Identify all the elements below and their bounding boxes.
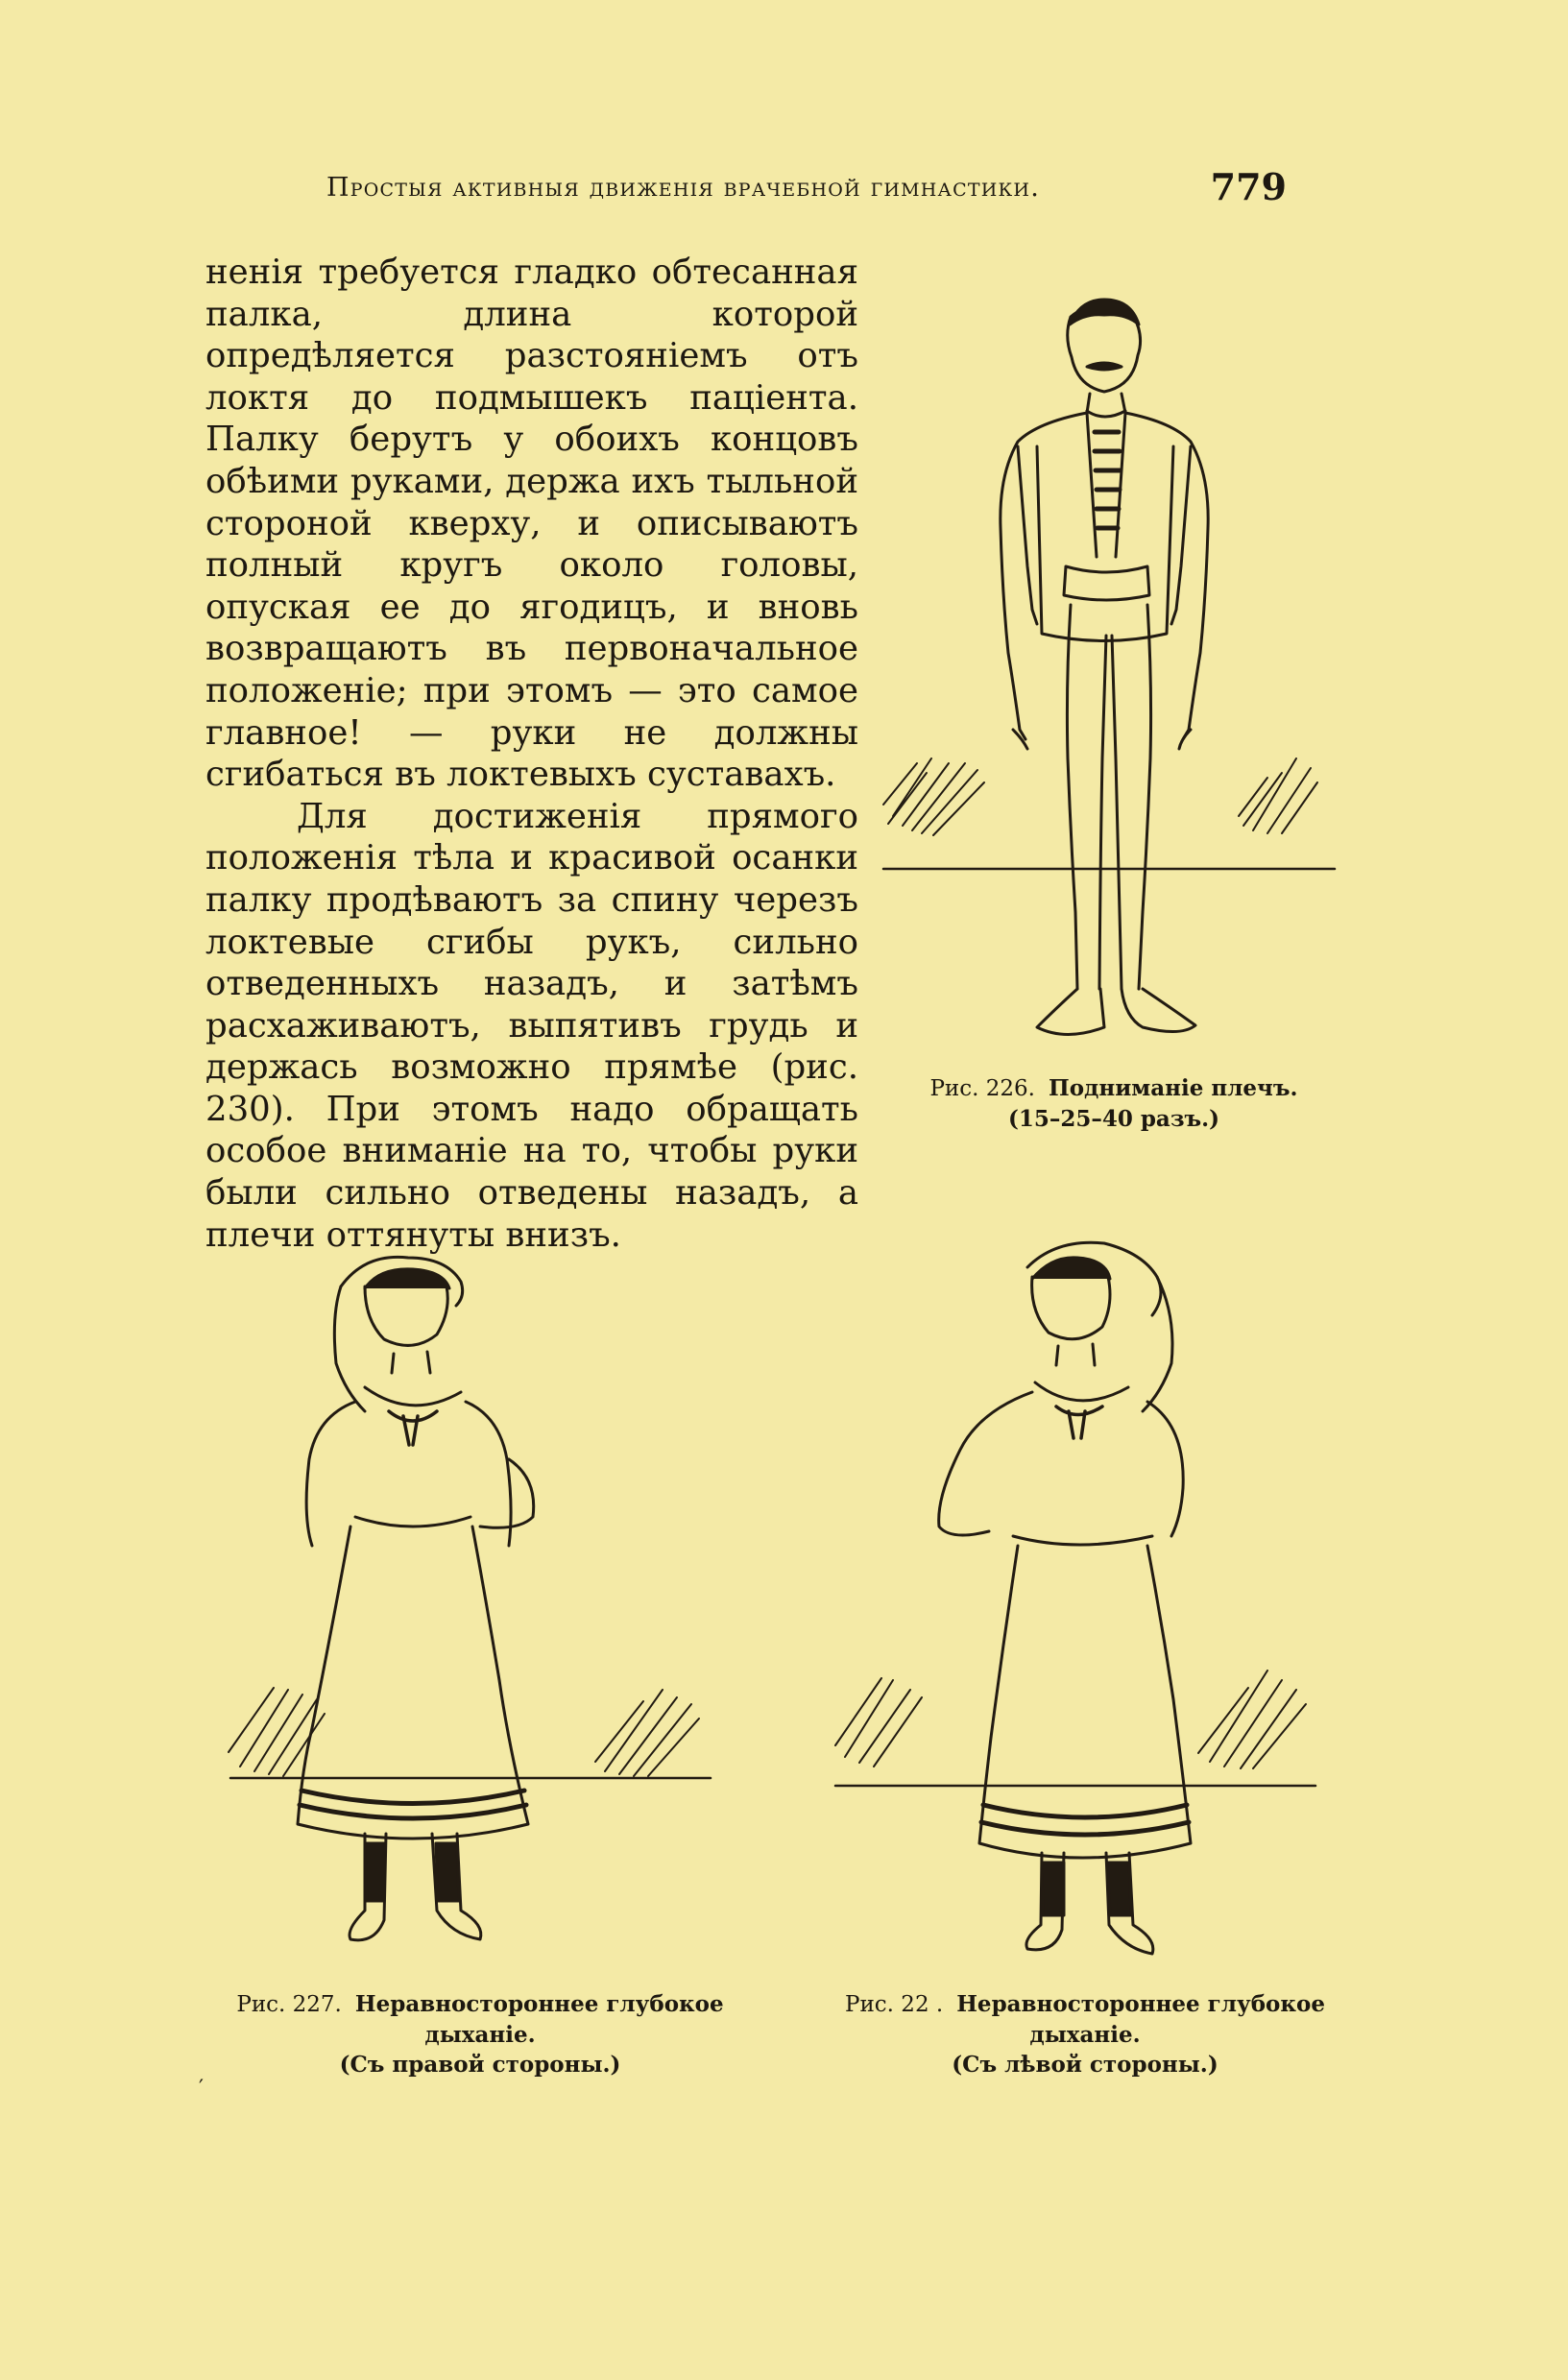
figure-226-number: Рис. 226. bbox=[929, 1076, 1035, 1101]
body-text bbox=[205, 252, 858, 1256]
page-number: 779 bbox=[1210, 165, 1287, 208]
figure-228-illustration bbox=[826, 1219, 1325, 1973]
caption-figure-228 bbox=[807, 1989, 1363, 2079]
paragraph-2: Для достиженія прямого положенія тѣла и красивой осанки палку продѣваютъ за спину черезъ локтевые сгибы рукъ, сильно отведенныхъ назадъ, и затѣмъ расхаживаютъ, выпятивъ грудь и держась возможно прямѣе (рис. 230). При этомъ надо обращать особое вниманіе на то, чтобы руки были сильно отведены назадъ, а плечи оттянуты внизъ. bbox=[205, 796, 858, 1255]
paragraph-1: ненія требуется гладко обтесанная палка, длина которой опредѣляется разстояніемъ отъ локтя до подмышекъ паціента. Палку берутъ у обоихъ концовъ обѣими руками, держа ихъ тыльной стороной кверху, и описываютъ полный кругъ около головы, опуская ее до ягодицъ, и вновь возвращаютъ въ первоначальное положеніе; при этомъ — это самое главное! — руки не должны сгибаться въ локтевыхъ суставахъ. bbox=[205, 252, 858, 795]
figure-227-illustration bbox=[221, 1229, 720, 1973]
figure-226-subtitle: (15–25–40 разъ.) bbox=[1007, 1106, 1220, 1132]
ground-hatching bbox=[883, 758, 1335, 869]
figure-228-title-cont: дыханіе. bbox=[1029, 2022, 1141, 2048]
woman-figure bbox=[298, 1257, 534, 1939]
figure-226-illustration bbox=[874, 278, 1344, 1075]
running-title: Простыя активныя движенія врачебной гимнастики. bbox=[326, 173, 1040, 203]
figure-228-title: Неравностороннее глубокое bbox=[956, 1991, 1325, 2017]
figure-228-number: Рис. 22 . bbox=[845, 1992, 944, 2017]
figure-228-subtitle: (Съ лѣвой стороны.) bbox=[952, 2052, 1218, 2078]
figure-227-subtitle: (Съ правой стороны.) bbox=[339, 2052, 621, 2078]
figure-227-number: Рис. 227. bbox=[236, 1992, 342, 2017]
stray-mark: ′ bbox=[199, 2077, 204, 2101]
ground-hatching bbox=[835, 1671, 1315, 1786]
figure-226-title: Подниманіе плечъ. bbox=[1048, 1075, 1298, 1101]
caption-figure-226 bbox=[893, 1073, 1335, 1134]
woman-figure bbox=[939, 1242, 1191, 1954]
figure-227-title: Неравностороннее глубокое bbox=[354, 1991, 724, 2017]
running-header bbox=[326, 165, 1287, 209]
man-figure bbox=[1001, 300, 1208, 1035]
caption-figure-227 bbox=[192, 1989, 768, 2079]
ground-hatching bbox=[229, 1688, 711, 1778]
figure-227-title-cont: дыханіе. bbox=[424, 2022, 536, 2048]
